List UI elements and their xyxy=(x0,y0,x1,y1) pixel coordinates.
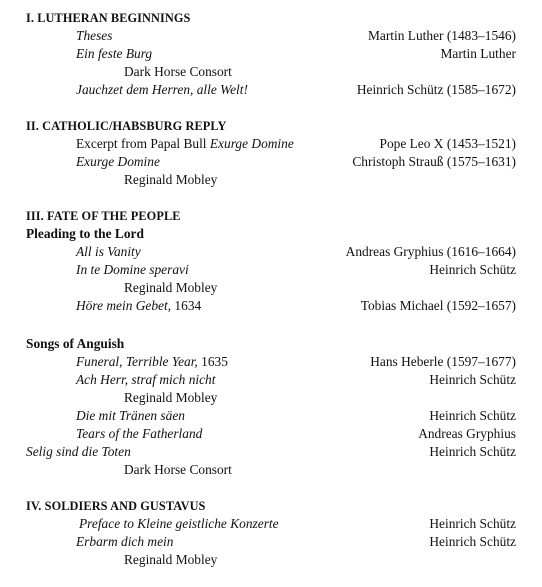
performer-line xyxy=(26,171,516,189)
performer-line xyxy=(26,279,516,297)
work-title: Preface to Kleine geistliche Konzerte xyxy=(79,516,279,531)
program-item xyxy=(26,353,516,371)
program-item xyxy=(26,153,516,171)
work-title: Theses xyxy=(76,28,113,43)
composer: Martin Luther xyxy=(440,46,516,61)
work-title: All is Vanity xyxy=(76,244,141,259)
section-heading: I. LUTHERAN BEGINNINGS xyxy=(26,11,191,25)
work-title-suffix: 1635 xyxy=(197,354,228,369)
section-lutheran-beginnings xyxy=(26,9,516,99)
program-item xyxy=(26,135,516,153)
performer-line xyxy=(26,461,516,479)
work-title-italic: Funeral, Terrible Year, xyxy=(76,354,198,369)
section-soldiers-and-gustavus xyxy=(26,497,516,569)
program-item xyxy=(26,407,516,425)
program-item xyxy=(26,371,516,389)
work-title-suffix: , 1634 xyxy=(167,298,202,313)
work-title: Jauchzet dem Herren, alle Welt! xyxy=(76,82,248,97)
work-title: Die mit Tränen säen xyxy=(76,408,185,423)
performer: Dark Horse Consort xyxy=(124,64,232,79)
work-title: Erbarm dich mein xyxy=(76,534,174,549)
work-title: Ein feste Burg xyxy=(76,46,153,61)
composer: Heinrich Schütz xyxy=(429,534,516,549)
composer: Heinrich Schütz (1585–1672) xyxy=(356,82,516,97)
performer-line xyxy=(26,389,516,407)
performer: Reginald Mobley xyxy=(124,390,218,405)
work-title: Selig sind die Toten xyxy=(26,444,131,459)
program-item xyxy=(26,81,516,99)
section-catholic-habsburg-reply xyxy=(26,117,516,189)
work-title: Exurge Domine xyxy=(76,154,160,169)
composer: Pope Leo X (1453–1521) xyxy=(379,136,516,151)
section-heading: IV. SOLDIERS AND GUSTAVUS xyxy=(26,499,206,513)
composer: Tobias Michael (1592–1657) xyxy=(360,298,516,313)
work-title xyxy=(76,353,228,371)
program-item xyxy=(26,443,516,461)
program-item xyxy=(26,515,516,533)
section-heading: III. FATE OF THE PEOPLE xyxy=(26,209,181,223)
work-title-prefix: Excerpt from Papal Bull xyxy=(76,136,210,151)
performer: Reginald Mobley xyxy=(124,280,218,295)
program-item xyxy=(26,297,516,315)
performer: Reginald Mobley xyxy=(124,172,218,187)
work-title-italic: Höre mein Gebet xyxy=(76,298,168,313)
program-item xyxy=(26,261,516,279)
work-title xyxy=(76,135,294,153)
composer: Martin Luther (1483–1546) xyxy=(367,28,516,43)
work-title: Tears of the Fatherland xyxy=(76,426,203,441)
subsection-heading: Pleading to the Lord xyxy=(26,226,144,241)
work-title xyxy=(76,297,201,315)
program-item xyxy=(26,243,516,261)
section-heading: II. CATHOLIC/HABSBURG REPLY xyxy=(26,119,227,133)
program-item xyxy=(26,533,516,551)
program-item xyxy=(26,27,516,45)
composer: Heinrich Schütz xyxy=(429,372,516,387)
composer: Heinrich Schütz xyxy=(429,516,516,531)
work-title: Ach Herr, straf mich nicht xyxy=(76,372,216,387)
section-fate-of-the-people xyxy=(26,207,516,479)
composer: Hans Heberle (1597–1677) xyxy=(370,354,516,369)
performer-line xyxy=(26,63,516,81)
composer: Heinrich Schütz xyxy=(429,262,516,277)
program-item xyxy=(26,45,516,63)
work-title: In te Domine speravi xyxy=(76,262,189,277)
concert-program xyxy=(26,9,516,569)
work-title-italic: Exurge Domine xyxy=(209,136,294,151)
performer: Dark Horse Consort xyxy=(124,462,232,477)
performer-line xyxy=(26,551,516,569)
composer: Heinrich Schütz xyxy=(429,444,516,459)
composer: Andreas Gryphius (1616–1664) xyxy=(345,244,516,259)
subsection-heading: Songs of Anguish xyxy=(26,336,125,351)
program-item xyxy=(26,425,516,443)
composer: Christoph Strauß (1575–1631) xyxy=(352,154,516,169)
composer: Andreas Gryphius xyxy=(418,426,516,441)
performer: Reginald Mobley xyxy=(124,552,218,567)
composer: Heinrich Schütz xyxy=(429,408,516,423)
